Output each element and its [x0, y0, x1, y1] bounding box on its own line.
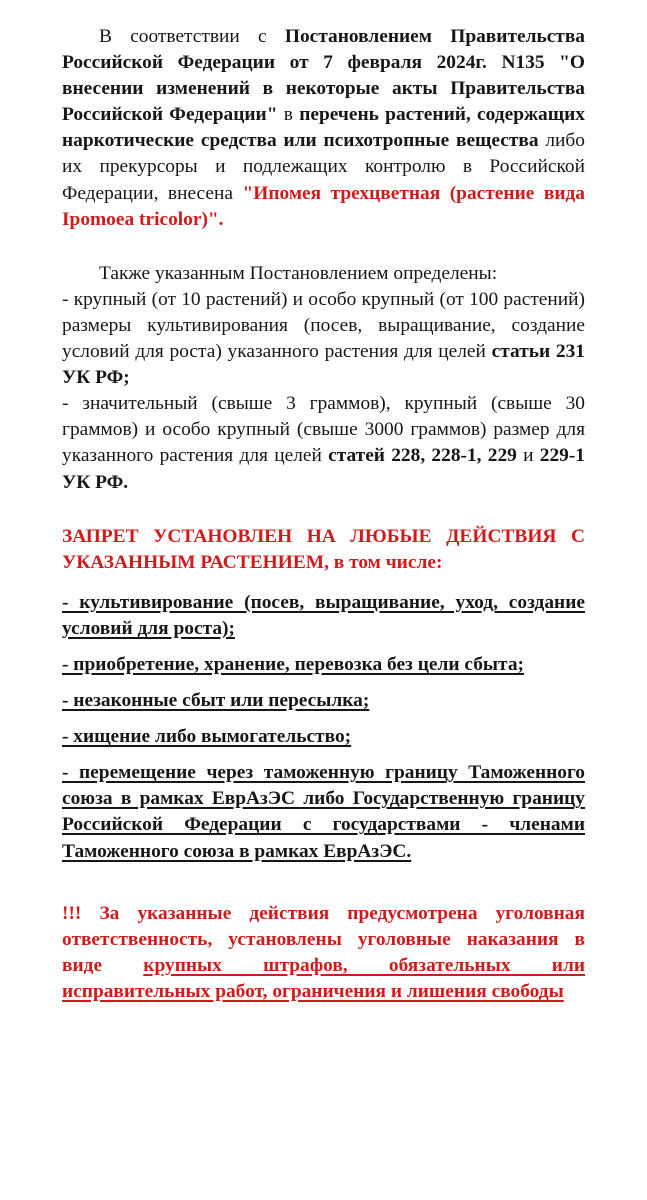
ban-list-item — [62, 760, 585, 864]
intro-text-a: в — [277, 104, 300, 126]
ban-item-sale: - незаконные сбыт или пересылка; — [62, 690, 370, 712]
ban-item-acquisition: - приобретение, хранение, перевозка без цели сбыта; — [62, 653, 524, 675]
sizes-lead: Также указанным Постановлением определены: — [99, 262, 498, 284]
ban-item-border-transfer: - перемещение через таможенную границу Таможенного союза в рамках ЕврАзЭС либо Государственную границу Российской Федерации с государствами - членами Таможенного союза в рамках ЕврАзЭС. — [62, 762, 585, 862]
sizes-line-cultivation — [62, 287, 585, 391]
sizes-line-weight-text: - значительный (свыше 3 граммов), крупный (свыше 30 граммов) и особо крупный (свыше 3000 граммов) размер для указанного растения для целей — [62, 393, 585, 467]
ban-list-item — [62, 652, 585, 678]
intro-text-b: либо их прекурсоры и подлежащих контролю в Российской Федерации, внесена — [62, 130, 585, 204]
ban-item-theft: - хищение либо вымогательство; — [62, 726, 352, 748]
articles-reference-a: статей 228, 228-1, 229 — [328, 445, 517, 467]
warning-paragraph — [62, 901, 585, 1005]
articles-reference-b: 229-1 УК РФ. — [62, 445, 586, 493]
ban-list-item — [62, 724, 585, 750]
article-231-reference: статьи 231 УК РФ; — [62, 341, 585, 389]
plant-name: "Ипомея трехцветная (растение вида Ipomoea tricolor)". — [62, 182, 585, 230]
intro-prefix: В соответствии с — [99, 26, 285, 47]
ban-list-item — [62, 590, 585, 642]
penalties-list: крупных штрафов, обязательных или исправительных работ, ограничения и лишения свободы — [62, 954, 585, 1002]
ban-heading — [62, 524, 585, 576]
decree-reference: Постановлением Правительства Российской Федерации от 7 февраля 2024г. N135 "О внесении изменений в некоторые акты Правительства Российской Федерации" — [62, 26, 586, 126]
sizes-line-cultivation-text: - крупный (от 10 растений) и особо крупный (от 100 растений) размеры культивирования (посев, выращивание, создание условий для роста) указанного растения для целей — [62, 288, 585, 363]
warning-text: !!! За указанные действия предусмотрена уголовная ответственность, установлены уголовные наказания в виде — [62, 902, 585, 976]
ban-item-cultivation: - культивирование (посев, выращивание, уход, создание условий для роста); — [62, 591, 585, 639]
articles-conjunction: и — [516, 445, 540, 467]
controlled-list-reference: перечень растений, содержащих наркотические средства или психотропные вещества — [62, 104, 585, 152]
ban-list-item — [62, 688, 585, 714]
intro-paragraph — [62, 24, 585, 233]
sizes-line-weight — [62, 391, 585, 495]
ban-heading-text: ЗАПРЕТ УСТАНОВЛЕН НА ЛЮБЫЕ ДЕЙСТВИЯ С УКАЗАННЫМ РАСТЕНИЕМ, в том числе: — [62, 525, 585, 573]
document-page — [62, 24, 585, 1005]
